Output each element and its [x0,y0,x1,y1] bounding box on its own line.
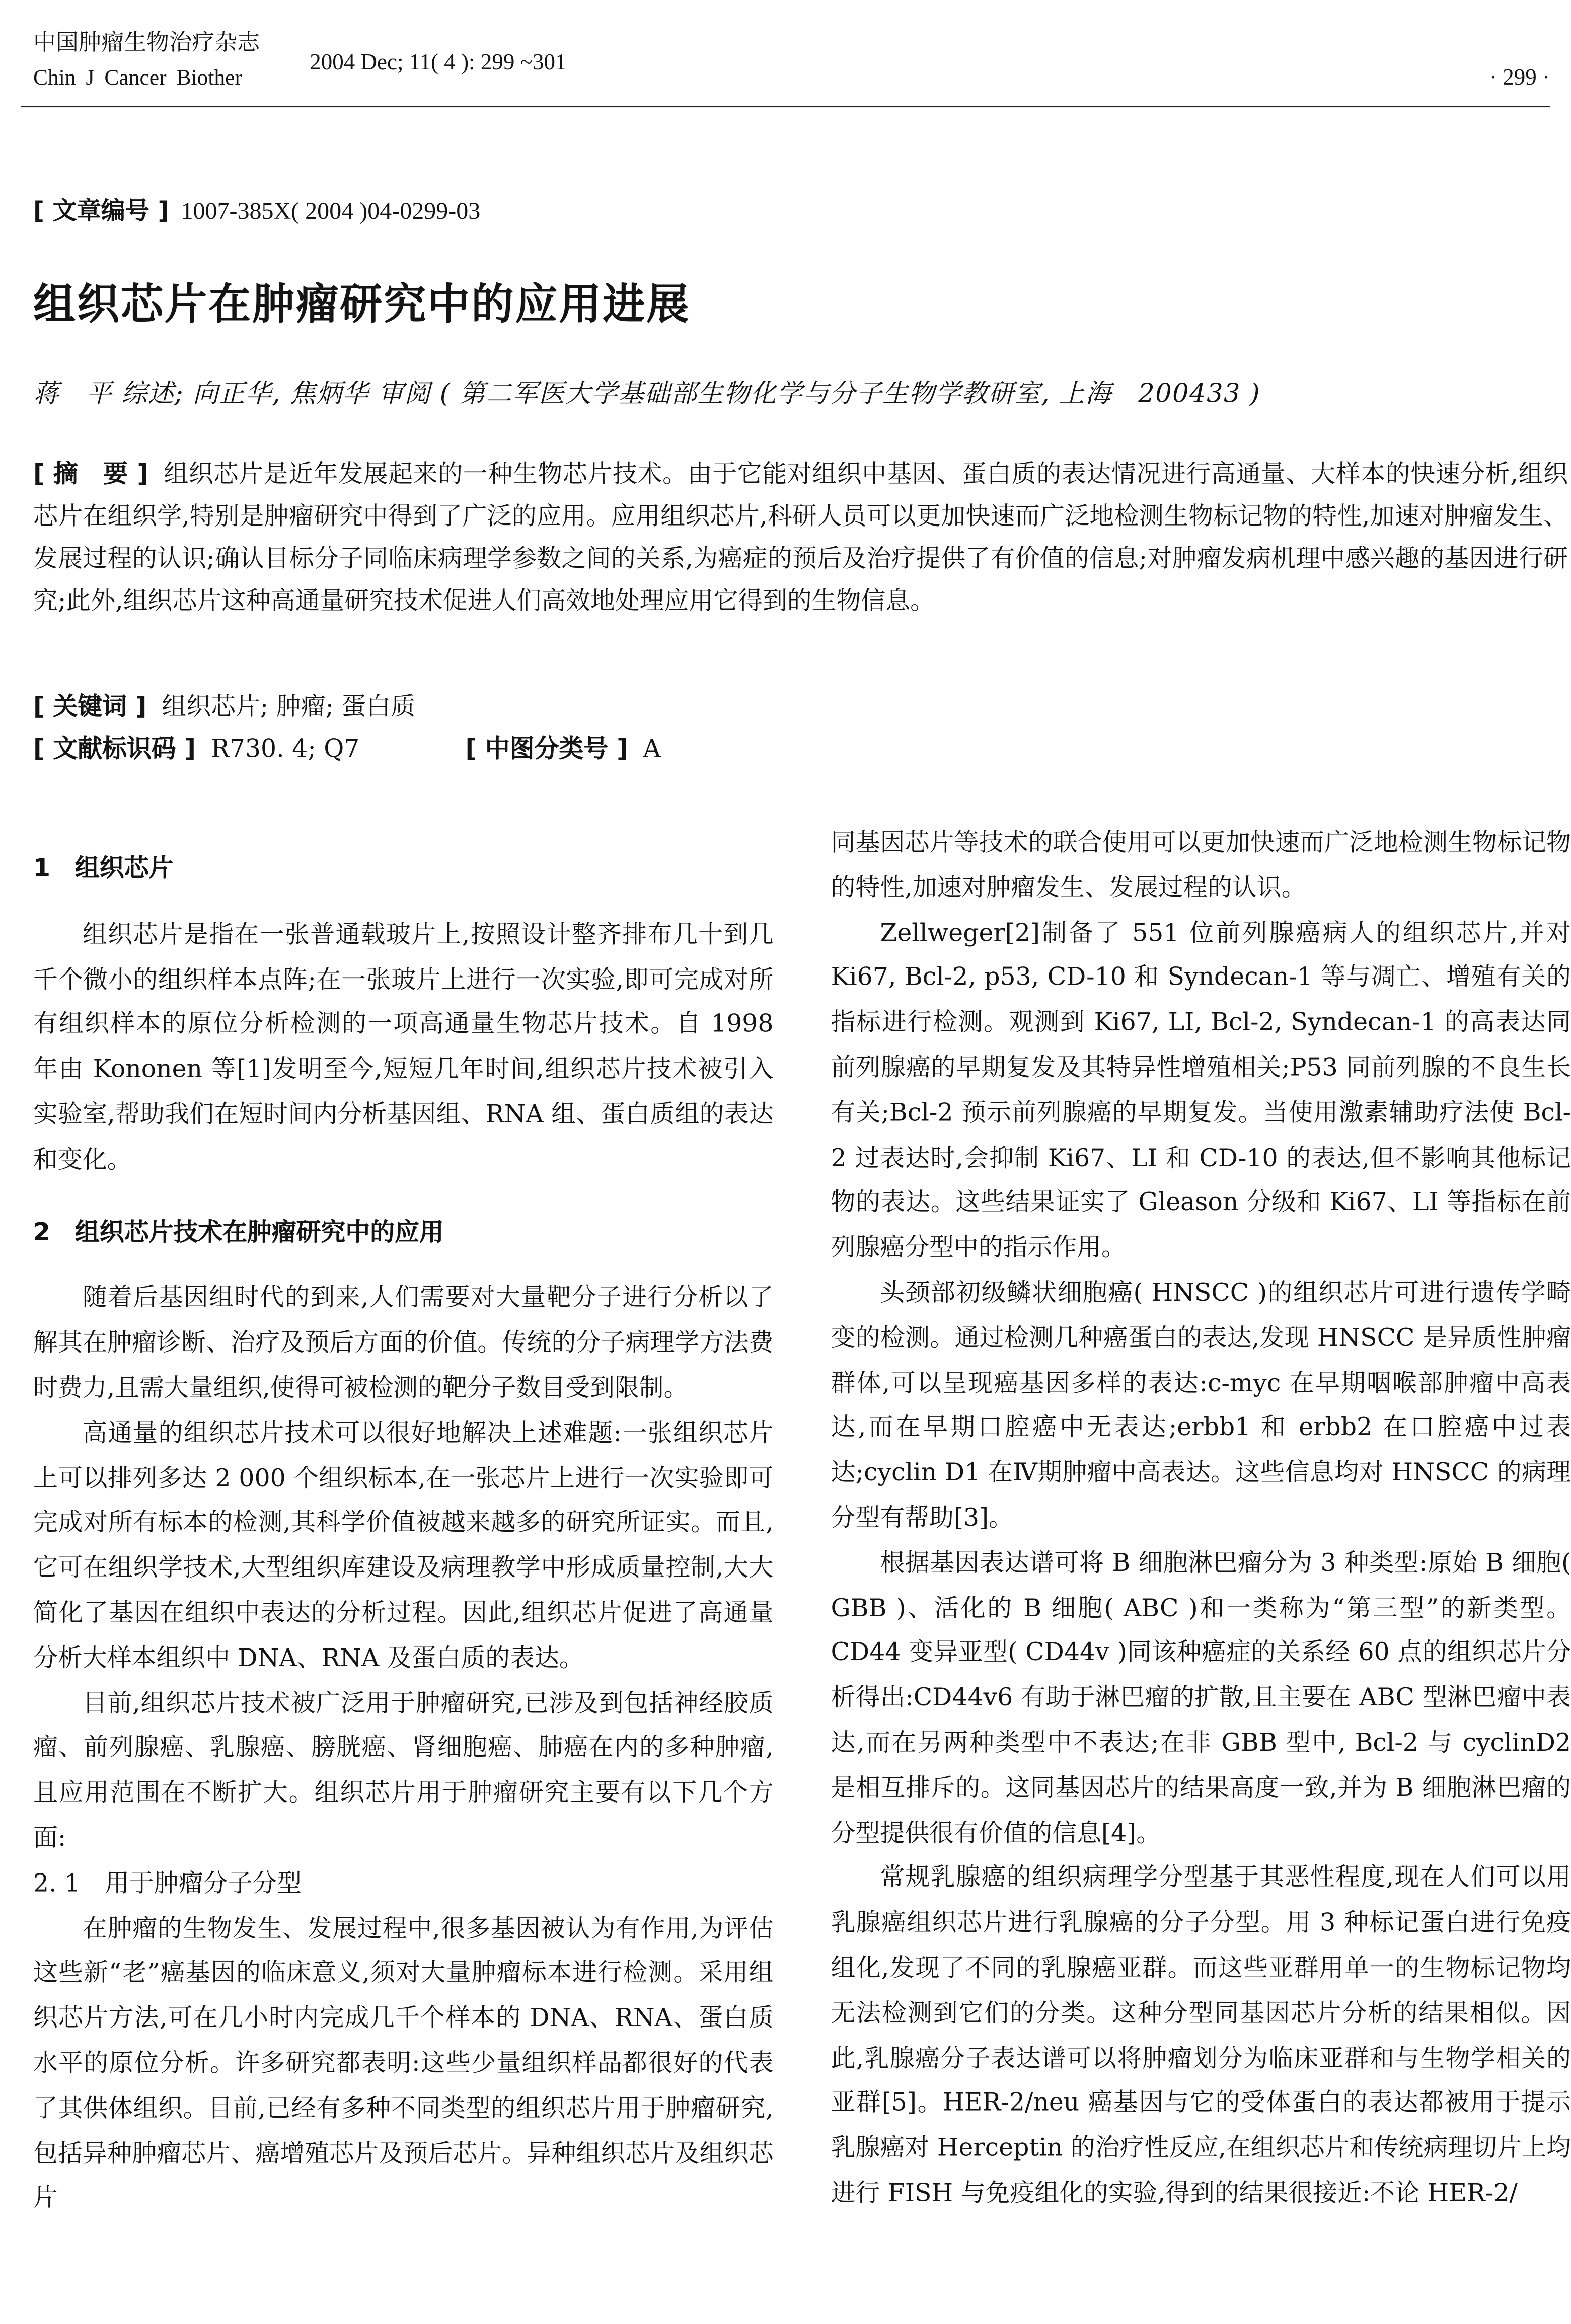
article-number [33,193,480,231]
clc-label: [ 中图分类号 ] [465,734,628,763]
abstract-text: 组织芯片是近年发展起来的一种生物芯片技术。由于它能对组织中基因、蛋白质的表达情况进行高通量、大样本的快速分析,组织芯片在组织学,特别是肿瘤研究中得到了广泛的应用。应用组织芯片,科研人员可以更加快速而广泛地检测生物标记物的特性,加速对肿瘤发生、发展过程的认识;确认目标分子同临床病理学参数之间的关系,为癌症的预后及治疗提供了有价值的信息;对肿瘤发病机理中感兴趣的基因进行研究;此外,组织芯片这种高通量研究技术促进人们高效地处理应用它得到的生物信息。 [33,459,1568,615]
paragraph: 在肿瘤的生物发生、发展过程中,很多基因被认为有作用,为评估这些新“老”癌基因的临床意义,须对大量肿瘤标本进行检测。采用组织芯片方法,可在几小时内完成几千个样本的 DNA、RNA、蛋白质水平的原位分析。许多研究都表明:这些少量组织样品都很好的代表了其供体组织。目前,已经有多种不同类型的组织芯片用于肿瘤研究,包括异种肿瘤芯片、癌增殖芯片及预后芯片。异种组织芯片及组织芯片 [33,1913,774,2212]
journal-name-en: Chin J Cancer Biother [33,66,243,91]
paragraph: Zellweger[2]制备了 551 位前列腺癌病人的组织芯片,并对 Ki67, Bcl-2, p53, CD-10 和 Syndecan-1 等与凋亡、增殖有关的指标进行检测。观测到 Ki67, LI, Bcl-2, Syndecan-1 的高表达同前列腺癌的早期复发及其特异性增殖相关;P53 同前列腺的不良生长有关;Bcl-2 预示前列腺癌的早期复发。当使用激素辅助疗法使 Bcl-2 过表达时,会抑制 Ki67、LI 和 CD-10 的表达,但不影响其他标记物的表达。这些结果证实了 Gleason 分级和 Ki67、LI 等指标在前列腺癌分型中的指示作用。 [831,918,1571,1262]
paragraph: 组织芯片是指在一张普通载玻片上,按照设计整齐排布几十到几千个微小的组织样本点阵;在一张玻片上进行一次实验,即可完成对所有组织样本的原位分析检测的一项高通量生物芯片技术。自 1998 年由 Kononen 等[1]发明至今,短短几年时间,组织芯片技术被引入实验室,帮助我们在短时间内分析基因组、RNA 组、蛋白质组的表达和变化。 [33,919,774,1174]
subsection-heading-2-1: 2. 1 用于肿瘤分子分型 [33,1868,302,1897]
keywords-label: [ 关键词 ] [33,692,147,721]
paragraph: 常规乳腺癌的组织病理学分型基于其恶性程度,现在人们可以用乳腺癌组织芯片进行乳腺癌的分子分型。用 3 种标记蛋白进行免疫组化,发现了不同的乳腺癌亚群。而这些亚群用单一的生物标记物均无法检测到它们的分类。这种分型同基因芯片分析的结果相似。因此,乳腺癌分子表达谱可以将肿瘤划分为临床亚群和与生物学相关的亚群[5]。HER-2/neu 癌基因与它的受体蛋白的表达都被用于提示乳腺癌对 Herceptin 的治疗性反应,在组织芯片和传统病理切片上均进行 FISH 与免疫组化的实验,得到的结果很接近:不论 HER-2/ [831,1863,1571,2207]
paragraph: 目前,组织芯片技术被广泛用于肿瘤研究,已涉及到包括神经胶质瘤、前列腺癌、乳腺癌、膀胱癌、肾细胞癌、肺癌在内的多种肿瘤,且应用范围在不断扩大。组织芯片用于肿瘤研究主要有以下几个方面: [33,1688,774,1852]
right-column [831,820,1571,2216]
section-heading-2: 2 组织芯片技术在肿瘤研究中的应用 [33,1217,444,1246]
paragraph: 高通量的组织芯片技术可以很好地解决上述难题:一张组织芯片上可以排列多达 2 000 个组织标本,在一张芯片上进行一次实验即可完成对所有标本的检测,其科学价值被越来越多的研究所证实。而且,它可在组织学技术,大型组织库建设及病理教学中形成质量控制,大大简化了基因在组织中表达的分析过程。因此,组织芯片促进了高通量分析大样本组织中 DNA、RNA 及蛋白质的表达。 [33,1418,774,1672]
keywords [33,686,415,728]
journal-name-cn: 中国肿瘤生物治疗杂志 [33,29,260,56]
abstract-label: [ 摘 要 ] [33,459,148,488]
paragraph: 随着后基因组时代的到来,人们需要对大量靶分子进行分析以了解其在肿瘤诊断、治疗及预后方面的价值。传统的分子病理学方法费时费力,且需大量组织,使得可被检测的靶分子数目受到限制。 [33,1283,774,1402]
paragraph: 头颈部初级鳞状细胞癌( HNSCC )的组织芯片可进行遗传学畸变的检测。通过检测几种癌蛋白的表达,发现 HNSCC 是异质性肿瘤群体,可以呈现癌基因多样的表达:c-myc 在早期咽喉部肿瘤中高表达,而在早期口腔癌中无表达;erbb1 和 erbb2 在口腔癌中过表达;cyclin D1 在Ⅳ期肿瘤中高表达。这些信息均对 HNSCC 的病理分型有帮助[3]。 [831,1278,1571,1532]
issue-info: 2004 Dec; 11( 4 ): 299 ~301 [310,51,567,76]
article-number-value: 1007-385X( 2004 )04-0299-03 [181,199,481,226]
clc-value: A [643,734,661,763]
header-rule [21,106,1550,107]
page-number: · 299 · [1489,66,1550,91]
section-heading-1: 1 组织芯片 [33,853,174,882]
doc-code-label: [ 文献标识码 ] [33,734,196,763]
left-column [33,846,773,2221]
author-line: 蒋 平 综述; 向正华, 焦炳华 审阅 ( 第二军医大学基础部生物化学与分子生物学教研室, 上海 200433 ) [33,379,1261,410]
doc-code-value: R730. 4; Q7 [211,734,360,763]
keywords-value: 组织芯片; 肿瘤; 蛋白质 [162,692,416,721]
abstract [33,453,1568,622]
paragraph: 根据基因表达谱可将 B 细胞淋巴瘤分为 3 种类型:原始 B 细胞( GBB )、活化的 B 细胞( ABC )和一类称为“第三型”的新类型。CD44 变异亚型( CD44v )同该种癌症的关系经 60 点的组织芯片分析得出:CD44v6 有助于淋巴瘤的扩散,且主要在 ABC 型淋巴瘤中表达,而在另两种类型中不表达;在非 GBB 型中, Bcl-2 与 cyclinD2 是相互排斥的。这同基因芯片的结果高度一致,并为 B 细胞淋巴瘤的分型提供很有价值的信息[4]。 [831,1548,1571,1847]
paragraph-continued: 同基因芯片等技术的联合使用可以更加快速而广泛地检测生物标记物的特性,加速对肿瘤发生、发展过程的认识。 [831,828,1571,902]
article-title: 组织芯片在肿瘤研究中的应用进展 [33,279,691,330]
article-number-label: [ 文章编号 ] [33,196,169,226]
classification-line [33,728,1559,770]
